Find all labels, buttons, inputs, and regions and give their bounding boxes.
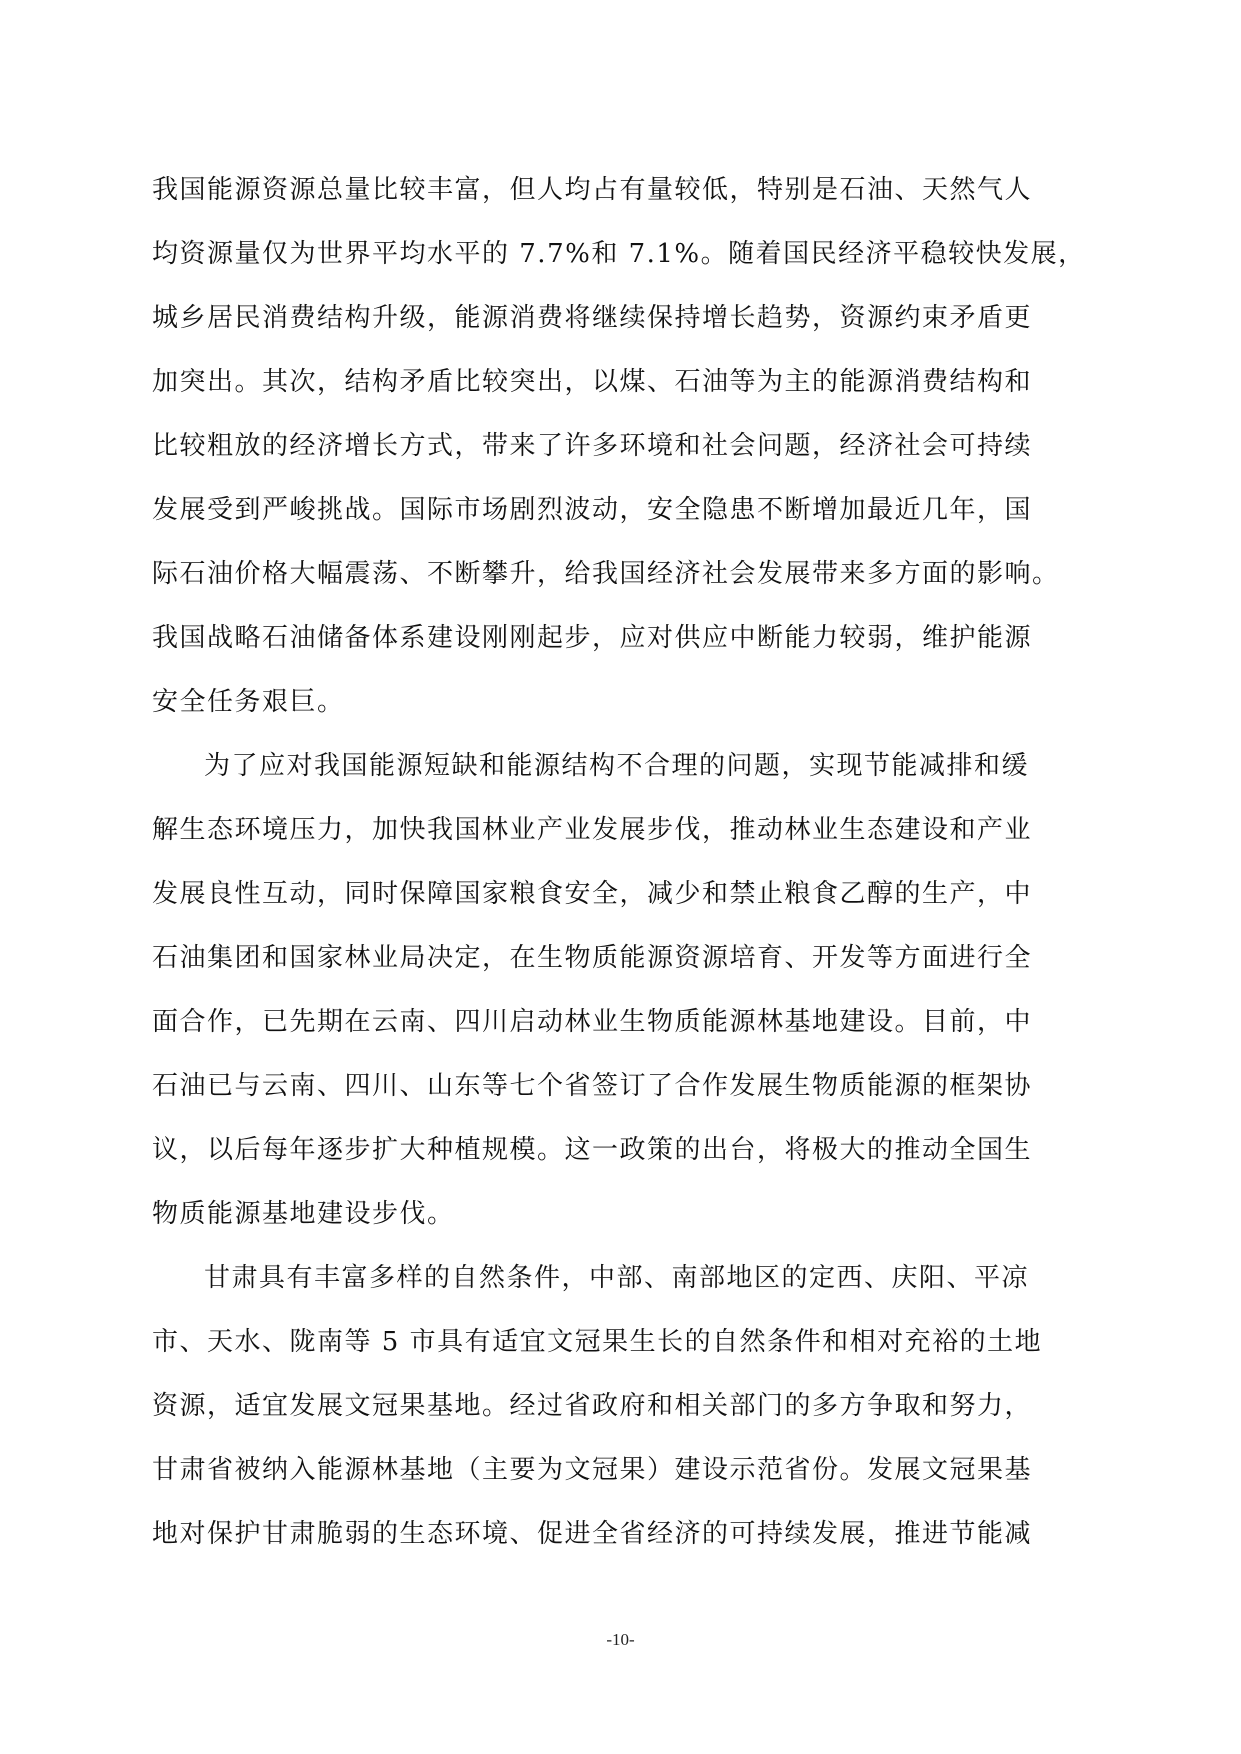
text-line: 加突出。其次，结构矛盾比较突出，以煤、石油等为主的能源消费结构和 [152, 367, 1033, 397]
text-line: 城乡居民消费结构升级，能源消费将继续保持增长趋势，资源约束矛盾更 [152, 303, 1033, 333]
text-line: 甘肃具有丰富多样的自然条件，中部、南部地区的定西、庆阳、平凉 [204, 1263, 1030, 1293]
text-line: 物质能源基地建设步伐。 [152, 1199, 455, 1229]
document-body [152, 158, 1094, 1566]
paragraph [152, 158, 1094, 734]
text-line: 发展受到严峻挑战。国际市场剧烈波动，安全隐患不断增加最近几年，国 [152, 495, 1033, 525]
text-line: 安全任务艰巨。 [152, 687, 345, 717]
paragraph [152, 1246, 1094, 1566]
text-line: 甘肃省被纳入能源林基地（主要为文冠果）建设示范省份。发展文冠果基 [152, 1455, 1033, 1485]
text-line: 解生态环境压力，加快我国林业产业发展步伐，推动林业生态建设和产业 [152, 815, 1033, 845]
text-line: 比较粗放的经济增长方式，带来了许多环境和社会问题，经济社会可持续 [152, 431, 1033, 461]
text-line: 石油已与云南、四川、山东等七个省签订了合作发展生物质能源的框架协 [152, 1071, 1033, 1101]
text-line: 议，以后每年逐步扩大种植规模。这一政策的出台，将极大的推动全国生 [152, 1135, 1033, 1165]
text-line: 地对保护甘肃脆弱的生态环境、促进全省经济的可持续发展，推进节能减 [152, 1519, 1033, 1549]
text-line: 资源，适宜发展文冠果基地。经过省政府和相关部门的多方争取和努力， [152, 1391, 1033, 1421]
text-line: 为了应对我国能源短缺和能源结构不合理的问题，实现节能减排和缓 [204, 751, 1030, 781]
text-line: 我国能源资源总量比较丰富，但人均占有量较低，特别是石油、天然气人 [152, 175, 1033, 205]
text-line: 我国战略石油储备体系建设刚刚起步，应对供应中断能力较弱，维护能源 [152, 623, 1033, 653]
text-line: 发展良性互动，同时保障国家粮食安全，减少和禁止粮食乙醇的生产，中 [152, 879, 1033, 909]
text-line: 面合作，已先期在云南、四川启动林业生物质能源林基地建设。目前，中 [152, 1007, 1033, 1037]
page-number: -10- [606, 1630, 635, 1649]
text-line: 均资源量仅为世界平均水平的 7.7%和 7.1%。随着国民经济平稳较快发展， [152, 239, 1086, 269]
text-line: 际石油价格大幅震荡、不断攀升，给我国经济社会发展带来多方面的影响。 [152, 559, 1060, 589]
text-line: 市、天水、陇南等 5 市具有适宜文冠果生长的自然条件和相对充裕的土地 [152, 1327, 1043, 1357]
paragraph [152, 734, 1094, 1246]
text-line: 石油集团和国家林业局决定，在生物质能源资源培育、开发等方面进行全 [152, 943, 1033, 973]
